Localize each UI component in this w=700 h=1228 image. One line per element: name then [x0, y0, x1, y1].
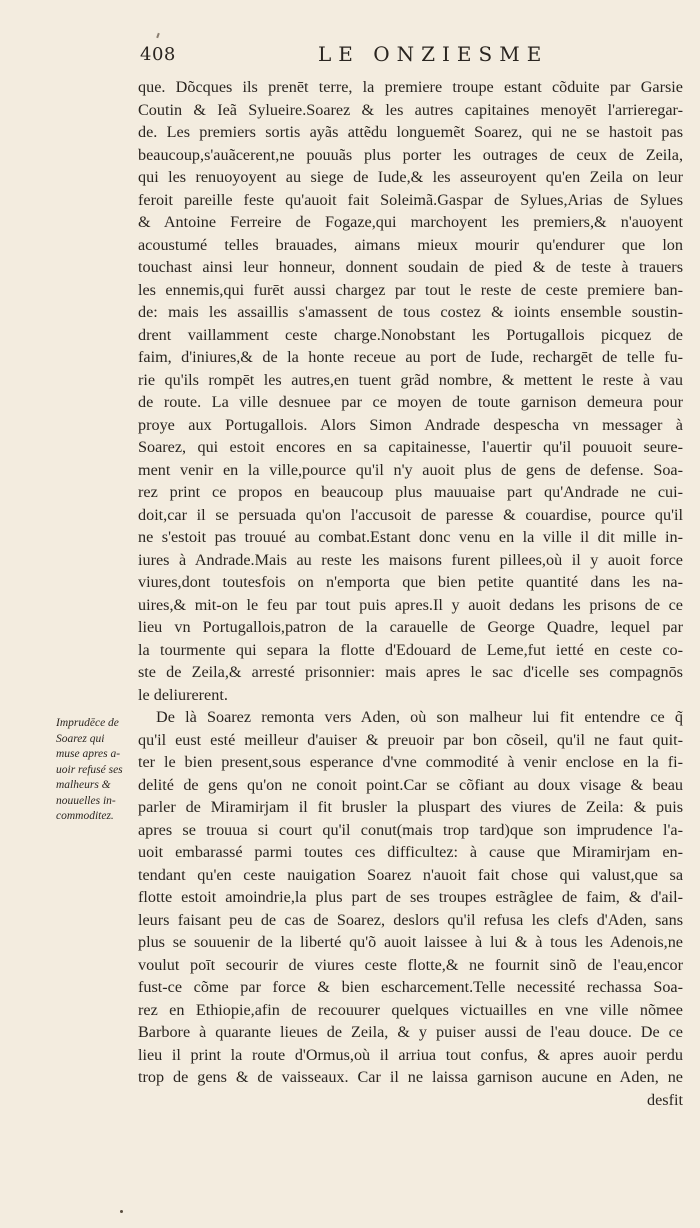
- text-line: faim, d'iniures,& de la honte receue au port de Iude, rechargēt de telle fu-: [138, 348, 683, 366]
- text-line: ter le bien present,sous esperance d'vne commodité à venir enclose en la fi-: [138, 753, 683, 771]
- text-line: rez print ce propos en beaucoup plus mauuaise part qu'Andrade ne cui-: [138, 483, 683, 501]
- margin-note-line: Soarez qui: [56, 732, 105, 745]
- text-line: qu'il eust esté meilleur d'auiser & preuoir par bon cõseil, qu'il ne faut quit-: [138, 730, 683, 749]
- text-line: leurs faisant peu de cas de Soarez, deslors qu'il refusa les clefs d'Aden, sans: [138, 910, 683, 929]
- text-line: parler de Miramirjam il fit brusler la pluspart des viures de Zeila: & puis: [138, 798, 683, 816]
- text-line: tendant qu'en ceste nauigation Soarez n'auoit fait chose qui valust,que sa: [138, 865, 683, 884]
- text-line: apres se trouua si court qu'il conut(mais trop tard)que son imprudence l'a-: [138, 820, 683, 839]
- text-line: uires,& mit-on le feu par tout puis apres.Il y auoit dedans les prisons de ce: [138, 595, 683, 614]
- ink-mark: [156, 33, 160, 38]
- text-line: drent vaillamment ceste charge.Nonobstant les Portugallois picquez de: [138, 325, 683, 344]
- margin-note-line: muse apres a-: [56, 748, 121, 760]
- text-line: plus se souuenir de la liberté qu'õ auoit laissee à lui & à tous les Adenois,ne: [138, 933, 683, 951]
- body-text: [138, 76, 683, 1111]
- text-line: trop de gens & de vaisseaux. Car il ne laissa garnison aucune en Aden, ne: [138, 1068, 683, 1086]
- margin-note-line: commoditez.: [56, 810, 114, 822]
- text-line: ste de Zeila,& arresté prisonnier: mais apres le sac d'icelle ses compagnōs: [138, 663, 683, 681]
- text-line: ne s'estoit pas trouué au combat.Estant donc venu en la ville il dit mille in-: [138, 528, 683, 546]
- text-line: touchast ainsi leur honneur, donnent soudain de pied & de teste à trauers: [138, 258, 683, 276]
- catchword: desfit: [647, 1090, 683, 1109]
- text-line: que. Dõcques ils prenēt terre, la premiere troupe estant cõduite par Garsie: [138, 78, 683, 96]
- text-line: feroit pareille feste qu'auoit fait Soleimã.Gaspar de Sylues,Arias de Sylues: [138, 190, 683, 209]
- margin-note-line: nouuelles in-: [56, 794, 116, 807]
- text-line: proye aux Portugallois. Alors Simon Andrade despescha vn messager à: [138, 415, 683, 434]
- text-line: voulut poīt secourir de viures ceste flotte,& ne fournit sinõ de l'eau,encor: [138, 955, 683, 974]
- margin-note-line: malheurs &: [56, 779, 111, 791]
- text-line: de: mais les assaillis s'amassent de tous costez & ioints ensemble soustin-: [138, 303, 683, 321]
- page-number: 408: [140, 44, 176, 65]
- margin-note: [56, 716, 142, 825]
- text-line: De là Soarez remonta vers Aden, où son malheur lui fit entendre ce q̃: [156, 708, 683, 726]
- text-line: de. Les premiers sortis ayãs attẽdu longuemẽt Soarez, qui ne se hastoit pas: [138, 123, 683, 141]
- text-line: rez en Ethiopie,afin de recouurer quelques victuailles en vne ville nõmee: [138, 1000, 683, 1019]
- text-line: flotte estoit amoindrie,la plus part de ses troupes estrãglee de faim, & d'ail-: [138, 888, 683, 906]
- text-line: les ennemis,qui furēt aussi chargez par tout le reste de ceste premiere ban-: [138, 280, 683, 299]
- margin-note-line: uoir refusé ses: [56, 763, 123, 776]
- text-line: & Antoine Ferreire de Fogaze,qui marchoyent les premiers,& n'auoyent: [138, 213, 683, 231]
- text-line: qui les renuoyoyent au siege de Iude,& les asseuroyent qu'en Zeila on leur: [138, 168, 683, 186]
- running-head: LE ONZIESME: [318, 42, 549, 66]
- text-line: doit,car il se persuada qu'on l'accusoit de paresse & couardise, pource qu'il: [138, 505, 683, 524]
- text-line: ment venir en la ville,pource qu'il n'y auoit plus de gens de defense. Soa-: [138, 460, 683, 479]
- text-line: uoit embarassé parmi toutes ces difficultez: à cause que Miramirjam en-: [138, 843, 683, 861]
- text-line: iures à Andrade.Mais au reste les maisons furent pillees,où il y auoit force: [138, 550, 683, 569]
- text-line: la tourmente qui separa la flotte d'Edouard de Leme,fut ietté en ceste co-: [138, 640, 683, 659]
- text-line: lieu il print la route d'Ormus,où il arriua tout confus, & apres auoir perdu: [138, 1045, 683, 1064]
- text-line: viures,dont toutesfois on n'emporta que bien petite quantité dans les na-: [138, 573, 683, 591]
- margin-note-line: Imprudēce de: [56, 717, 119, 729]
- text-line: de route. La ville desnuee par ce moyen de toute garnison demeura pour: [138, 393, 683, 411]
- text-line: Soarez, qui estoit encores en sa capitainesse, l'auertir qu'il pouuoit seure-: [138, 438, 683, 456]
- text-line: le deliurerent.: [138, 685, 228, 704]
- text-line: fust-ce cõme par force & bien escharcement.Telle necessité rechassa Soa-: [138, 978, 683, 996]
- text-line: Barbore à quarante lieues de Zeila, & y puiser aussi de l'eau douce. De ce: [138, 1023, 683, 1041]
- text-line: delité de gens qu'on ne conoit point.Car se cõfiant au doux visage & beau: [138, 775, 683, 794]
- text-line: acoustumé telles brauades, aimans mieux mourir qu'endurer que lon: [138, 235, 683, 254]
- text-line: rie qu'ils rompēt les autres,en tuent grãd nombre, & mettent le reste à vau: [138, 370, 683, 389]
- text-line: Coutin & Ieã Sylueire.Soarez & les autres capitaines menoyēt l'arrieregar-: [138, 100, 683, 119]
- ink-mark: [120, 1210, 123, 1213]
- text-line: beaucoup,s'auãcerent,ne pouuãs plus porter les outrages de ceux de Zeila,: [138, 145, 683, 164]
- text-line: lieu vn Portugallois,patron de la carauelle de George Quadre, lequel par: [138, 618, 683, 636]
